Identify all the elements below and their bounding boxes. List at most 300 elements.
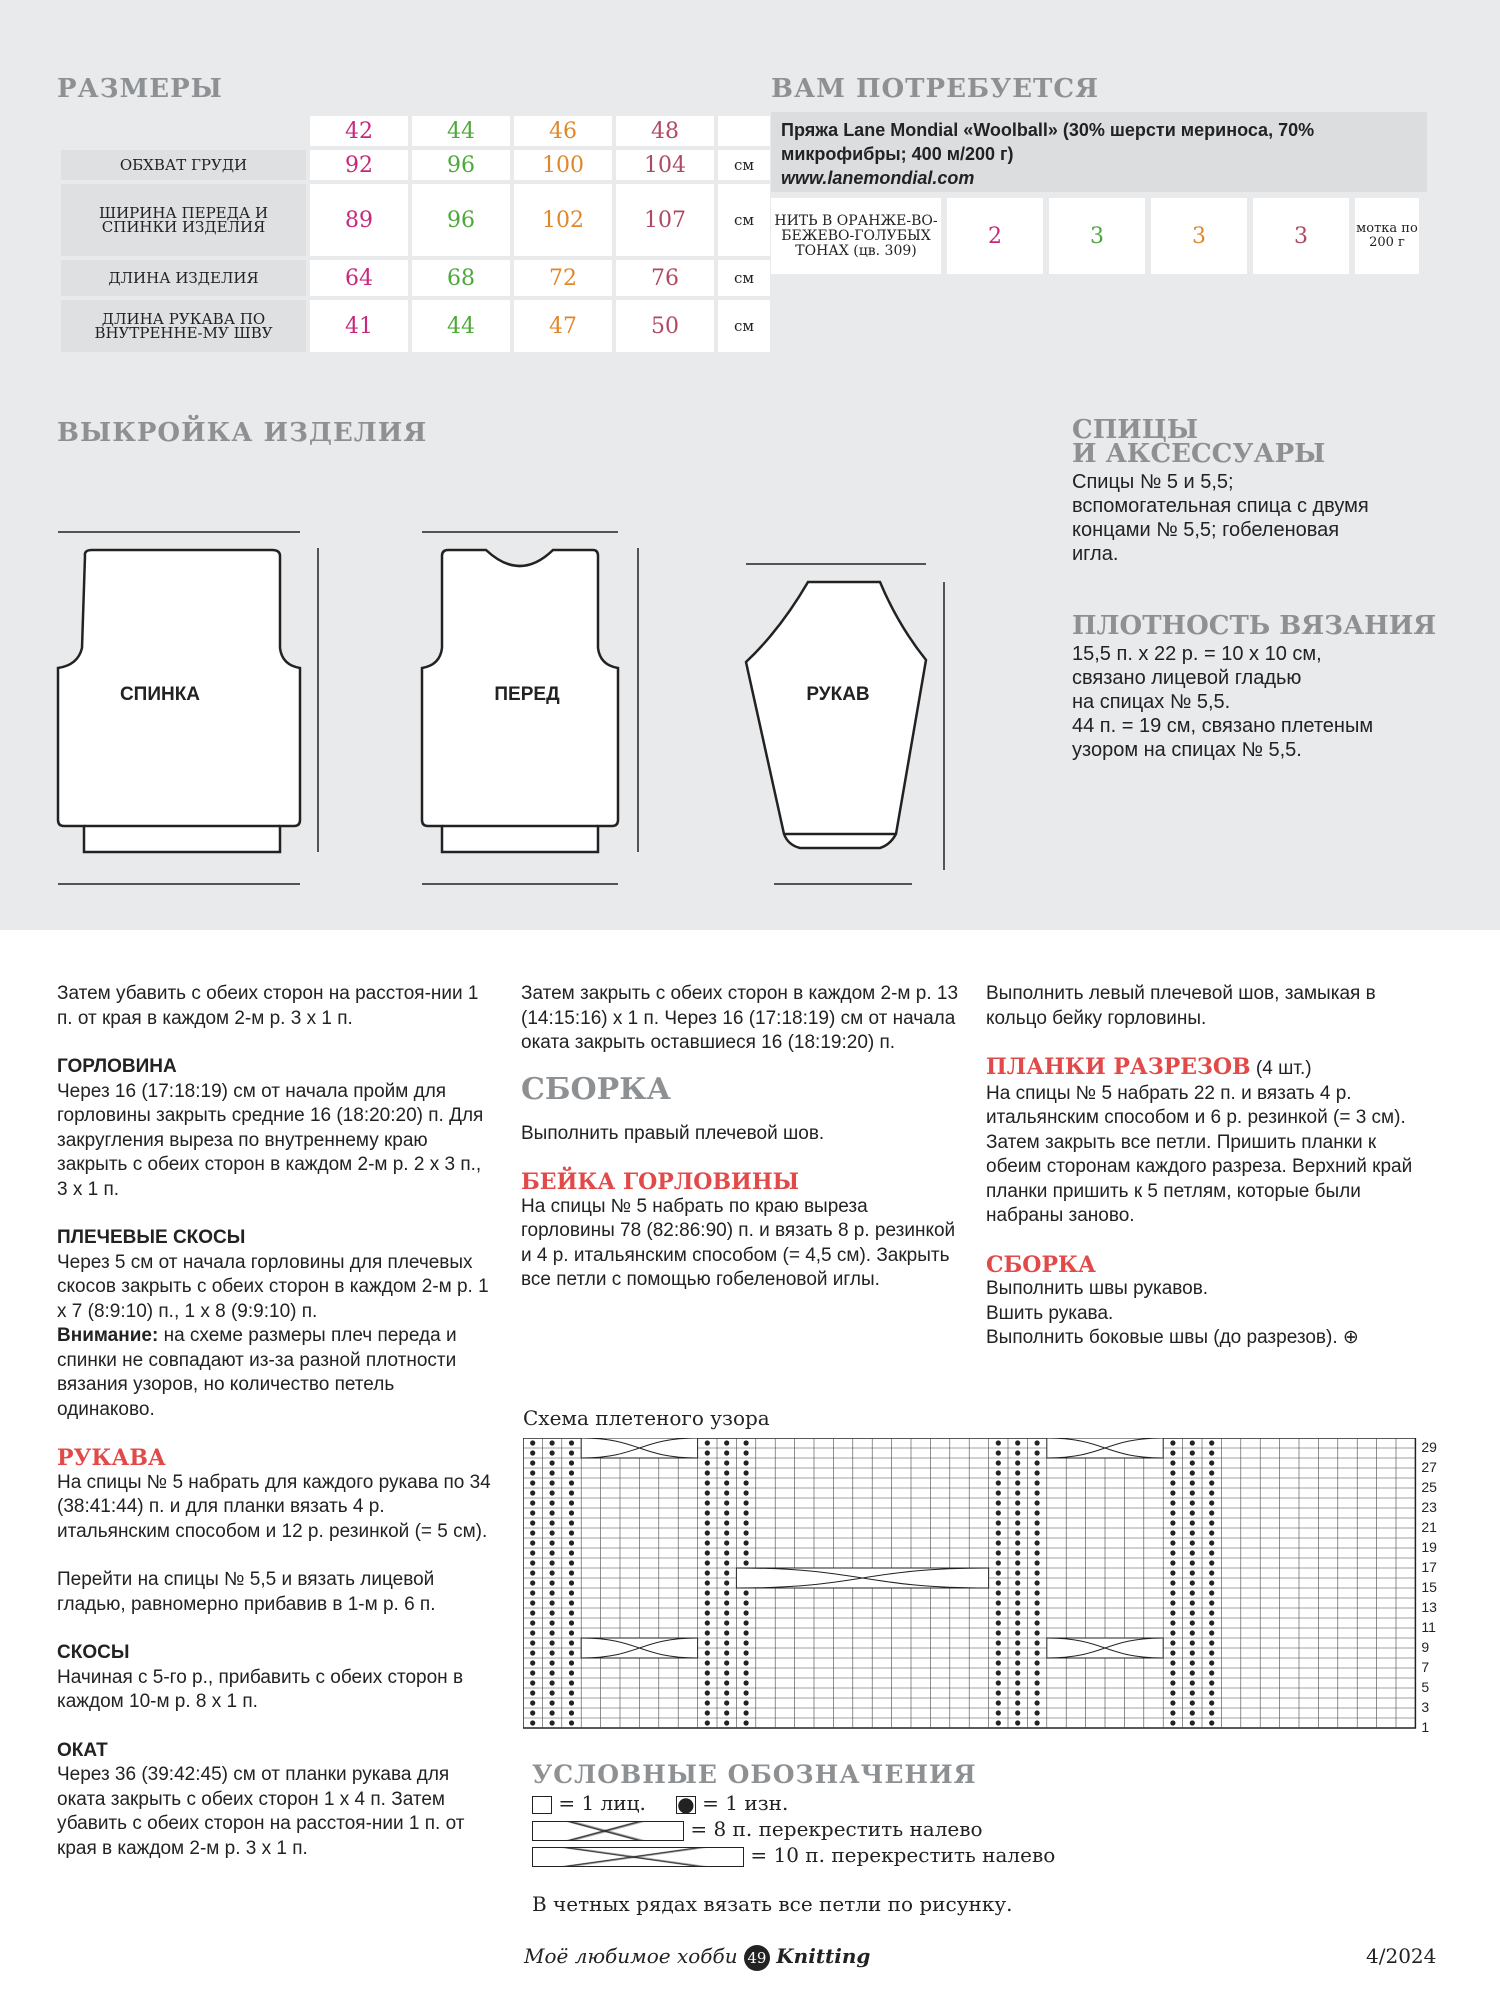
row-number: 25 [1421, 1479, 1437, 1495]
thread-label: НИТЬ В ОРАНЖЕ-ВО-БЕЖЕВО-ГОЛУБЫХ ТОНАХ (цв. 309) [771, 198, 941, 274]
purl-dot [1209, 1680, 1214, 1685]
purl-dot [550, 1590, 555, 1595]
purl-dot [1035, 1640, 1040, 1645]
thread-value: 3 [1049, 198, 1145, 274]
purl-dot [1170, 1550, 1175, 1555]
row-number: 15 [1421, 1579, 1437, 1595]
purl-dot [1190, 1520, 1195, 1525]
purl-dot [705, 1470, 710, 1475]
purl-dot [1190, 1460, 1195, 1465]
purl-dot [530, 1650, 535, 1655]
purl-dot [1190, 1670, 1195, 1675]
section-name: Knitting [776, 1944, 871, 1968]
purl-dot [1209, 1630, 1214, 1635]
purl-dot [996, 1650, 1001, 1655]
purl-dot [1190, 1660, 1195, 1665]
size-value: 41 [310, 300, 408, 352]
purl-dot [550, 1520, 555, 1525]
row-number: 1 [1421, 1719, 1430, 1735]
purl-dot [996, 1630, 1001, 1635]
purl-dot [724, 1550, 729, 1555]
purl-dot [550, 1440, 555, 1445]
purl-dot [569, 1710, 574, 1715]
materials-title: ВАМ ПОТРЕБУЕТСЯ [771, 74, 1100, 104]
sizes-title: РАЗМЕРЫ [57, 74, 223, 104]
purl-dot [724, 1680, 729, 1685]
needles-title: СПИЦЫ И АКСЕССУАРЫ [1072, 415, 1326, 469]
purl-dot [996, 1520, 1001, 1525]
purl-dot [550, 1580, 555, 1585]
purl-dot [1209, 1710, 1214, 1715]
purl-dot [569, 1550, 574, 1555]
cross-8-icon [532, 1821, 684, 1841]
purl-dot [705, 1710, 710, 1715]
purl-dot [744, 1520, 749, 1525]
purl-dot [1035, 1590, 1040, 1595]
purl-dot [550, 1600, 555, 1605]
purl-dot [744, 1680, 749, 1685]
purl-dot [1170, 1530, 1175, 1535]
purl-dot [530, 1570, 535, 1575]
assembly-title: СБОРКА [521, 1071, 671, 1107]
purl-dot [530, 1470, 535, 1475]
purl-dot [530, 1700, 535, 1705]
row-label: ДЛИНА ИЗДЕЛИЯ [61, 260, 306, 296]
purl-dot [1190, 1510, 1195, 1515]
purl-dot [550, 1490, 555, 1495]
purl-dot [569, 1450, 574, 1455]
purl-dot [705, 1500, 710, 1505]
gauge-title: ПЛОТНОСТЬ ВЯЗАНИЯ [1072, 611, 1437, 641]
purl-dot [1190, 1540, 1195, 1545]
purl-dot [550, 1640, 555, 1645]
purl-dot [1015, 1520, 1020, 1525]
purl-dot [550, 1720, 555, 1725]
purl-dot [1209, 1490, 1214, 1495]
purl-dot [1170, 1500, 1175, 1505]
purl-dot [1209, 1500, 1214, 1505]
sleeves-title: РУКАВА [57, 1445, 166, 1471]
purl-dot [569, 1490, 574, 1495]
purl-dot [1190, 1470, 1195, 1475]
purl-dot [744, 1640, 749, 1645]
band-title: БЕЙКА ГОРЛОВИНЫ [521, 1169, 800, 1195]
size-value: 44 [412, 300, 510, 352]
purl-dot [1190, 1720, 1195, 1725]
purl-dot [1015, 1450, 1020, 1455]
size-value: 89 [310, 184, 408, 256]
purl-dot [530, 1610, 535, 1615]
purl-dot [996, 1560, 1001, 1565]
row-number: 21 [1421, 1519, 1437, 1535]
row-number: 5 [1421, 1679, 1430, 1695]
purl-dot [724, 1510, 729, 1515]
purl-dot [1170, 1630, 1175, 1635]
size-header: 46 [514, 116, 612, 146]
chart-note: В четных рядах вязать все петли по рисунку. [532, 1892, 1013, 1916]
purl-dot [996, 1580, 1001, 1585]
purl-dot [996, 1710, 1001, 1715]
purl-dot [1190, 1500, 1195, 1505]
purl-dot [569, 1470, 574, 1475]
purl-dot [724, 1540, 729, 1545]
purl-dot [1190, 1590, 1195, 1595]
unit: см [718, 260, 770, 296]
size-header: 48 [616, 116, 714, 146]
purl-dot [1209, 1450, 1214, 1455]
purl-dot [705, 1700, 710, 1705]
purl-dot [1015, 1570, 1020, 1575]
purl-dot [569, 1480, 574, 1485]
purl-dot [550, 1530, 555, 1535]
purl-dot [569, 1440, 574, 1445]
purl-dot [1015, 1600, 1020, 1605]
purl-dot [705, 1690, 710, 1695]
purl-dot [530, 1460, 535, 1465]
purl-dot [744, 1440, 749, 1445]
purl-dot [1015, 1670, 1020, 1675]
purl-dot [744, 1710, 749, 1715]
purl-dot [530, 1480, 535, 1485]
purl-dot [1015, 1640, 1020, 1645]
purl-dot [569, 1520, 574, 1525]
purl-dot [1015, 1530, 1020, 1535]
purl-dot [530, 1450, 535, 1455]
purl-dot [550, 1500, 555, 1505]
purl-dot [1035, 1550, 1040, 1555]
bevel-title: СКОСЫ [57, 1642, 130, 1663]
purl-dot [744, 1490, 749, 1495]
yarn-box [771, 112, 1427, 192]
purl-dot [1190, 1650, 1195, 1655]
purl-dot [1209, 1590, 1214, 1595]
size-value: 64 [310, 260, 408, 296]
purl-dot [530, 1660, 535, 1665]
purl-dot [1170, 1640, 1175, 1645]
purl-dot [1170, 1670, 1175, 1675]
front-label: ПЕРЕД [494, 684, 560, 705]
purl-dot [705, 1660, 710, 1665]
purl-dot [1035, 1720, 1040, 1725]
purl-dot [569, 1560, 574, 1565]
purl-dot [1170, 1480, 1175, 1485]
size-value: 68 [412, 260, 510, 296]
purl-dot [550, 1630, 555, 1635]
purl-dot [1170, 1650, 1175, 1655]
purl-dot [1209, 1510, 1214, 1515]
purl-dot [530, 1630, 535, 1635]
yarn-url[interactable]: www.lanemondial.com [781, 168, 975, 188]
purl-dot [1015, 1560, 1020, 1565]
purl-dot [1035, 1710, 1040, 1715]
purl-dot [996, 1720, 1001, 1725]
purl-dot [724, 1690, 729, 1695]
purl-dot [1035, 1480, 1040, 1485]
purl-dot [550, 1690, 555, 1695]
knit-symbol-icon [532, 1796, 552, 1814]
purl-dot [724, 1490, 729, 1495]
row-number: 3 [1421, 1699, 1430, 1715]
purl-dot [744, 1450, 749, 1455]
purl-dot [1190, 1630, 1195, 1635]
yarn-line2: микрофибры; 400 м/200 г) [781, 144, 1014, 164]
purl-dot [1209, 1720, 1214, 1725]
purl-dot [1035, 1440, 1040, 1445]
purl-dot [1015, 1660, 1020, 1665]
row-number: 11 [1421, 1619, 1436, 1635]
purl-dot [1015, 1700, 1020, 1705]
yarn-line1: Пряжа Lane Mondial «Woolball» (30% шерсти мериноса, 70% [781, 120, 1315, 140]
purl-dot [1209, 1620, 1214, 1625]
purl-dot [1190, 1620, 1195, 1625]
purl-dot [550, 1700, 555, 1705]
purl-dot [1015, 1720, 1020, 1725]
purl-dot [724, 1630, 729, 1635]
issue: 4/2024 [1366, 1944, 1437, 1968]
purl-dot [1015, 1650, 1020, 1655]
purl-dot [705, 1580, 710, 1585]
purl-dot [744, 1720, 749, 1725]
purl-dot [1190, 1490, 1195, 1495]
purl-dot [550, 1650, 555, 1655]
purl-dot [705, 1450, 710, 1455]
purl-dot [996, 1640, 1001, 1645]
purl-dot [705, 1460, 710, 1465]
purl-dot [569, 1690, 574, 1695]
knit-chart [523, 1438, 1443, 1740]
sleeve-label: РУКАВ [806, 684, 870, 705]
footer-left [524, 1944, 870, 1971]
purl-dot [1015, 1580, 1020, 1585]
size-value: 102 [514, 184, 612, 256]
size-value: 96 [412, 150, 510, 180]
purl-dot [550, 1550, 555, 1555]
purl-dot [724, 1720, 729, 1725]
pattern-title: ВЫКРОЙКА ИЗДЕЛИЯ [57, 418, 428, 448]
purl-dot [705, 1630, 710, 1635]
size-value: 107 [616, 184, 714, 256]
purl-dot [996, 1690, 1001, 1695]
purl-dot [1015, 1680, 1020, 1685]
size-value: 104 [616, 150, 714, 180]
purl-dot [996, 1530, 1001, 1535]
purl-dot [705, 1570, 710, 1575]
purl-dot [1015, 1490, 1020, 1495]
unit: см [718, 184, 770, 256]
purl-dot [744, 1590, 749, 1595]
purl-dot [705, 1540, 710, 1545]
purl-dot [1209, 1460, 1214, 1465]
purl-dot [996, 1700, 1001, 1705]
purl-dot [1035, 1520, 1040, 1525]
purl-dot [1170, 1690, 1175, 1695]
thread-value: 2 [947, 198, 1043, 274]
purl-dot [996, 1440, 1001, 1445]
page-number: 49 [744, 1945, 770, 1971]
purl-dot [1015, 1540, 1020, 1545]
purl-dot [1170, 1520, 1175, 1525]
purl-dot [1209, 1570, 1214, 1575]
row-number: 19 [1421, 1539, 1437, 1555]
purl-dot [724, 1480, 729, 1485]
purl-dot [1209, 1470, 1214, 1475]
purl-dot [744, 1690, 749, 1695]
purl-dot [1190, 1530, 1195, 1535]
purl-dot [1209, 1480, 1214, 1485]
purl-dot [705, 1680, 710, 1685]
purl-dot [550, 1560, 555, 1565]
purl-dot [1035, 1610, 1040, 1615]
purl-dot [1190, 1580, 1195, 1585]
row-label: ШИРИНА ПЕРЕДА И СПИНКИ ИЗДЕЛИЯ [61, 184, 306, 256]
purl-dot [744, 1660, 749, 1665]
purl-dot [744, 1550, 749, 1555]
purl-dot [1190, 1640, 1195, 1645]
purl-dot [1170, 1570, 1175, 1575]
purl-dot [569, 1590, 574, 1595]
purl-dot [996, 1460, 1001, 1465]
purl-dot [1170, 1510, 1175, 1515]
purl-dot [996, 1450, 1001, 1455]
neck-title: ГОРЛОВИНА [57, 1056, 177, 1077]
legend-title: УСЛОВНЫЕ ОБОЗНАЧЕНИЯ [532, 1760, 977, 1789]
purl-dot [724, 1570, 729, 1575]
unit: см [718, 300, 770, 352]
purl-dot [569, 1670, 574, 1675]
purl-dot [724, 1600, 729, 1605]
purl-dot [744, 1610, 749, 1615]
purl-dot [569, 1600, 574, 1605]
purl-dot [569, 1640, 574, 1645]
column-1: Затем убавить с обеих сторон на расстоя-нии 1 п. от края в каждом 2-м р. 3 х 1 п. ГОРЛОВИНА Через 16 (17:18:19) см от начала пройм для горловины закрыть средние 16 (18:20:20) п. Для закругления выреза по внутреннему краю закрыть с обеих сторон в каждом 2-м р. 2 х 3 п., 3 х 1 п. ПЛЕЧЕВЫЕ СКОСЫ Через 5 см от начала горловины для плечевых скосов закрыть с обеих сторон в каждом 2-м р. 1 х 7 (8:9:10) п., 1 х 8 (9:9:10) п. Внимание: на схеме размеры плеч переда и спинки не совпадают из-за разной плотности вязания узоров, но количество петель одинаково. РУКАВА На спицы № 5 набрать для каждого рукава по 34 (38:41:44) п. и для планки вязать 4 р. итальянским способом и 12 р. резинкой (= 5 см). Перейти на спицы № 5,5 и вязать лицевой гладью, равномерно прибавив в 1-м р. 6 п. СКОСЫ Начиная с 5-го р., прибавить с обеих сторон в каждом 10-м р. 8 х 1 п. ОКАТ Через 36 (39:42:45) см от планки рукава для оката закрыть с обеих сторон 1 х 4 п. Затем убавить с обеих сторон на расстоя-нии 1 п. от края в каждом 2-м р. 3 х 1 п. [57, 982, 497, 1861]
purl-dot [530, 1690, 535, 1695]
purl-dot [1170, 1580, 1175, 1585]
purl-dot [1209, 1530, 1214, 1535]
purl-dot [705, 1440, 710, 1445]
purl-dot [550, 1670, 555, 1675]
purl-dot [996, 1550, 1001, 1555]
purl-dot [569, 1680, 574, 1685]
purl-dot [530, 1440, 535, 1445]
purl-dot [550, 1470, 555, 1475]
purl-dot [744, 1460, 749, 1465]
purl-dot [1035, 1540, 1040, 1545]
purl-dot [550, 1480, 555, 1485]
size-header: 42 [310, 116, 408, 146]
purl-dot [1015, 1710, 1020, 1715]
purl-dot [1209, 1640, 1214, 1645]
purl-dot [705, 1560, 710, 1565]
purl-dot [1035, 1580, 1040, 1585]
purl-dot [705, 1610, 710, 1615]
purl-dot [744, 1560, 749, 1565]
purl-dot [530, 1670, 535, 1675]
purl-dot [1209, 1580, 1214, 1585]
purl-dot [744, 1630, 749, 1635]
purl-dot [724, 1700, 729, 1705]
size-value: 47 [514, 300, 612, 352]
purl-dot [1035, 1570, 1040, 1575]
purl-dot [724, 1670, 729, 1675]
purl-dot [550, 1710, 555, 1715]
purl-dot [724, 1470, 729, 1475]
purl-dot [996, 1670, 1001, 1675]
unit: см [718, 150, 770, 180]
purl-dot [1035, 1660, 1040, 1665]
purl-dot [1015, 1500, 1020, 1505]
purl-dot [569, 1630, 574, 1635]
purl-dot [1035, 1700, 1040, 1705]
purl-dot [1015, 1610, 1020, 1615]
purl-dot [550, 1660, 555, 1665]
purl-dot [724, 1450, 729, 1455]
thread-value: 3 [1151, 198, 1247, 274]
purl-dot [724, 1500, 729, 1505]
purl-dot [1209, 1600, 1214, 1605]
purl-dot [530, 1550, 535, 1555]
purl-dot [1209, 1700, 1214, 1705]
purl-dot [530, 1720, 535, 1725]
purl-dot [724, 1530, 729, 1535]
purl-dot [1190, 1570, 1195, 1575]
purl-dot [744, 1470, 749, 1475]
magazine-name: Моё любимое хобби [524, 1944, 738, 1968]
purl-dot [996, 1540, 1001, 1545]
purl-dot [569, 1700, 574, 1705]
purl-dot [1035, 1470, 1040, 1475]
row-number: 9 [1421, 1639, 1430, 1655]
purl-dot [1170, 1490, 1175, 1495]
purl-dot [530, 1640, 535, 1645]
purl-dot [705, 1600, 710, 1605]
purl-dot [569, 1510, 574, 1515]
purl-dot [550, 1460, 555, 1465]
purl-dot [1190, 1700, 1195, 1705]
slits-title: ПЛАНКИ РАЗРЕЗОВ [986, 1054, 1251, 1080]
purl-dot [569, 1610, 574, 1615]
row-number: 27 [1421, 1459, 1437, 1475]
purl-dot [724, 1460, 729, 1465]
purl-dot [1209, 1540, 1214, 1545]
purl-dot [569, 1540, 574, 1545]
row-number: 13 [1421, 1599, 1437, 1615]
cap-title: ОКАТ [57, 1739, 108, 1761]
purl-dot [1035, 1680, 1040, 1685]
purl-dot [1015, 1440, 1020, 1445]
purl-dot [530, 1490, 535, 1495]
purl-dot [1190, 1710, 1195, 1715]
purl-dot [1035, 1630, 1040, 1635]
purl-dot [1170, 1540, 1175, 1545]
purl-dot [1209, 1560, 1214, 1565]
purl-dot [1035, 1500, 1040, 1505]
purl-dot [996, 1510, 1001, 1515]
size-value: 50 [616, 300, 714, 352]
purl-dot [1209, 1660, 1214, 1665]
purl-dot [1190, 1680, 1195, 1685]
purl-dot [1170, 1610, 1175, 1615]
purl-dot [1035, 1650, 1040, 1655]
purl-dot [1015, 1590, 1020, 1595]
purl-dot [744, 1670, 749, 1675]
purl-dot [1015, 1510, 1020, 1515]
row-number: 29 [1421, 1439, 1437, 1455]
purl-dot [1170, 1710, 1175, 1715]
purl-dot [1209, 1670, 1214, 1675]
purl-dot [569, 1580, 574, 1585]
purl-dot [744, 1620, 749, 1625]
sleeve-piece [746, 582, 926, 848]
